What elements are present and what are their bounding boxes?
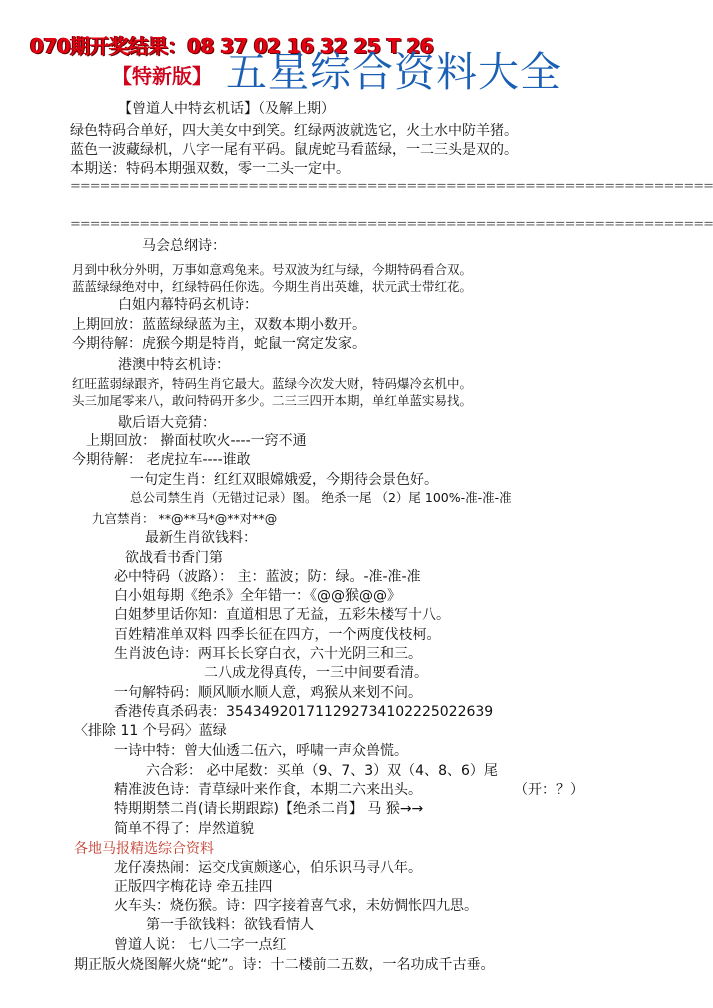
body-line: 百姓精准单双料 四季长征在四方，一个两度伐枝柯。 <box>114 627 441 643</box>
section-line: 上期回放：蓝蓝绿绿蓝为主，双数本期小数开。 <box>72 317 366 333</box>
body-line: 白姐梦里话你知：直道相思了无益，五彩朱楼写十八。 <box>114 607 450 623</box>
body-line: 总公司禁生肖（无错过记录）图。 绝杀一尾 （2）尾 100%-准-准-准 <box>130 490 512 505</box>
section-heading: 港澳中特玄机诗： <box>118 357 230 373</box>
section-heading: 白姐内幕特码玄机诗： <box>118 297 258 313</box>
intro-heading: 【曾道人中特玄机话】（及解上期） <box>118 101 335 117</box>
section-line: 上期回放： 擀面杖吹火----一窍不通 <box>86 433 307 449</box>
body-line: 二八成龙得真传，一三中间要看清。 <box>204 665 428 681</box>
body-line: 生肖波色诗：两耳长长穿白衣，六十光阴三和三。 <box>114 646 422 662</box>
body-line: 精准波色诗：青草绿叶来作食，本期二六来出头。 <box>114 782 422 798</box>
body-line: 一句解特码：顺风顺水顺人意，鸡猴从来划不问。 <box>114 685 422 701</box>
body-line: 九宫禁肖： **@**马*@**对**@ <box>92 511 278 526</box>
body-line: 必中特码（波路）： 主：蓝波；防：绿。-准-准-准 <box>114 569 421 585</box>
body-line: 六合彩： 必中尾数：买单（9、7、3）双（4、8、6）尾 <box>146 763 498 779</box>
separator: ================================================================= <box>70 217 713 232</box>
body-line: 正版四字梅花诗 牵五挂四 <box>114 879 273 895</box>
body-line: 白小姐每期《绝杀》全年错一：《@@猴@@》 <box>114 588 401 604</box>
intro-line: 绿色特码合单好，四大美女中到笑。红绿两波就选它，火土水中防羊猪。 <box>70 123 518 139</box>
section-line: 今期待解： 老虎拉车----谁敢 <box>72 452 251 468</box>
section-line: 蓝蓝绿绿绝对中，红绿特码任你选。今期生肖出英雄，状元武士带红花。 <box>72 279 473 294</box>
section-heading: 马会总纲诗： <box>142 238 226 254</box>
body-line: 各地马报精选综合资料 <box>74 841 214 857</box>
body-line: 简单不得了：岸然道貌 <box>114 821 254 837</box>
section-line: 头三加尾零来八，敢问特码开多少。二三三四开本期，单红单蓝实易找。 <box>72 393 473 408</box>
section-line: 红旺蓝弱绿跟齐，特码生肖它最大。蓝绿今次发大财，特码爆冷玄机中。 <box>72 376 473 391</box>
separator: ================================================================= <box>70 179 713 194</box>
body-line: 最新生肖欲钱料： <box>145 530 257 546</box>
body-line: 一诗中特：曾大仙透二伍六，呼啸一声众兽慌。 <box>114 743 408 759</box>
intro-line: 本期送：特码本期强双数，零一二头一定中。 <box>70 161 350 177</box>
body-line: 一句定生肖：红红双眼嫦娥爱，今期待会景色好。 <box>130 472 438 488</box>
page-title: 五星综合资料大全 <box>226 48 562 96</box>
body-line: 曾道人说： 七八二字一点红 <box>114 937 287 953</box>
body-line: 特期期禁二肖(请长期跟踪)【绝杀二肖】 马 猴→→ <box>114 801 424 817</box>
body-line: 龙仔凑热闹：运交戊寅颇遂心，伯乐识马寻八年。 <box>114 860 422 876</box>
body-line: 〈排除 11 个号码〉蓝绿 <box>74 723 227 739</box>
intro-line: 蓝色一波藏绿机，八字一尾有平码。鼠虎蛇马看蓝绿，一二三头是双的。 <box>70 142 518 158</box>
section-heading: 歇后语大竞猜： <box>118 415 216 431</box>
section-line: 今期待解：虎猴今期是特肖，蛇鼠一窝定发家。 <box>72 336 366 352</box>
section-line: 月到中秋分外明，万事如意鸡兔来。号双波为红与绿，今期特码看合双。 <box>72 262 473 277</box>
body-line: 期正版火烧图解火烧“蛇”。诗：十二楼前二五数，一名功成千古垂。 <box>74 957 495 973</box>
body-line: 香港传真杀码表：35434920171129273410222502263​9 <box>114 704 494 720</box>
edition-tag: 【特新版】 <box>112 64 212 88</box>
body-line: 欲战看书香门第 <box>125 550 223 566</box>
body-line: 第一手欲钱料：欲钱看情人 <box>146 917 314 933</box>
body-line: 火车头：烧伤猴。诗：四字接着喜气求，未妨惆怅四九思。 <box>114 898 478 914</box>
draw-result-banner: 070期开奖结果：08 37 02 16 32 25 T 26 <box>30 34 434 58</box>
body-line: （开：？） <box>514 782 584 798</box>
